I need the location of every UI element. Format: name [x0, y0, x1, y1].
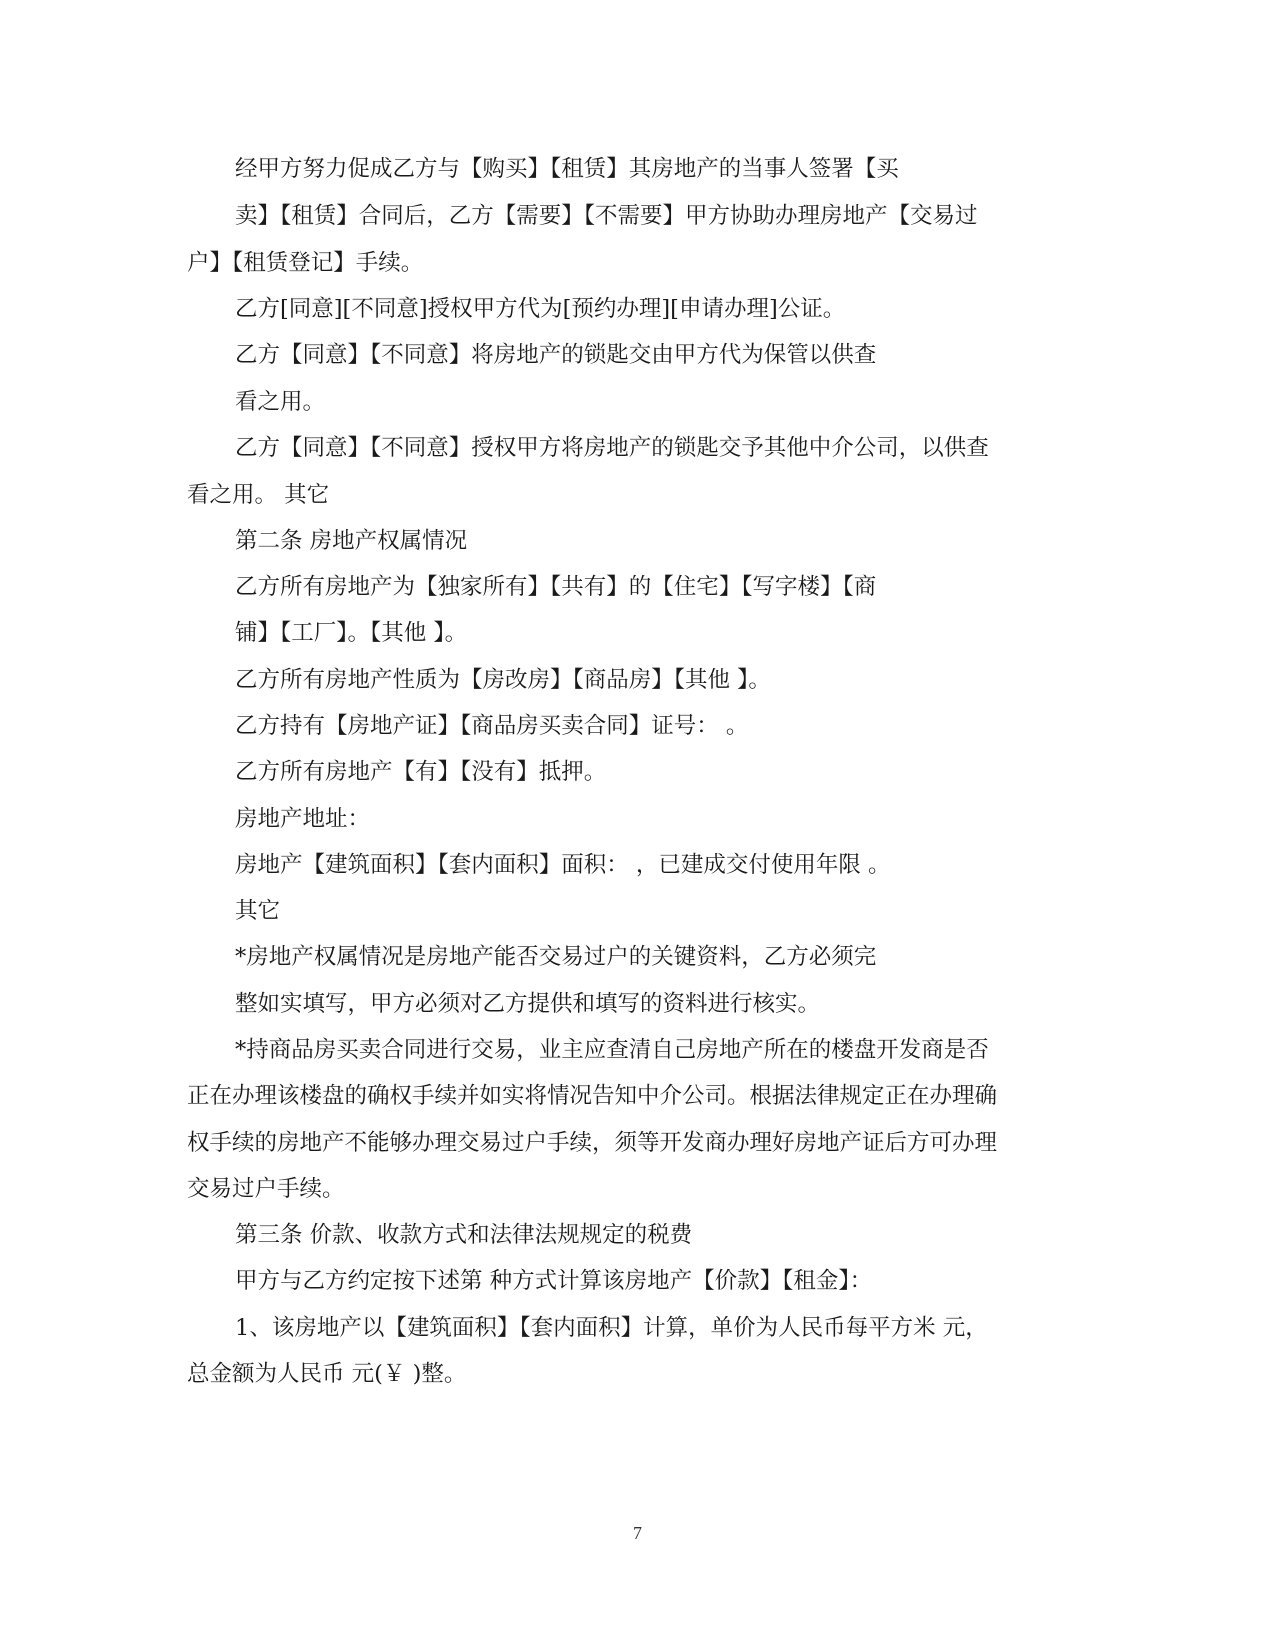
text-line: 卖】【租赁】合同后，乙方【需要】【不需要】甲方协助办理房地产【交易过 [235, 203, 978, 229]
text-line: 房地产地址： [235, 806, 371, 832]
text-line: 看之用。 [235, 389, 326, 415]
text-line: 乙方【同意】【不同意】将房地产的锁匙交由甲方代为保管以供查 [235, 342, 877, 368]
text-line: 其它 [235, 898, 281, 924]
section-heading: 第三条 价款、收款方式和法律法规规定的税费 [235, 1222, 693, 1248]
text-line: 看之用。 其它 [187, 482, 330, 508]
text-line: 房地产【建筑面积】【套内面积】面积： ，已建成交付使用年限 。 [235, 852, 891, 878]
page-number: 7 [633, 1523, 642, 1543]
text-line: 乙方所有房地产【有】【没有】抵押。 [235, 759, 607, 785]
text-line: 户】【租赁登记】手续。 [187, 250, 424, 276]
note-line: *房地产权属情况是房地产能否交易过户的关键资料，乙方必须完 [235, 944, 877, 970]
text-line: 乙方持有【房地产证】【商品房买卖合同】证号： 。 [235, 713, 749, 739]
note-line: 权手续的房地产不能够办理交易过户手续，须等开发商办理好房地产证后方可办理 [187, 1130, 998, 1156]
text-line: 总金额为人民币 元(￥ )整。 [187, 1361, 467, 1387]
text-line: 乙方所有房地产为【独家所有】【共有】的【住宅】【写字楼】【商 [235, 574, 877, 600]
text-line: 铺】【工厂】。【其他 】。 [235, 620, 468, 646]
note-line: *持商品房买卖合同进行交易，业主应查清自己房地产所在的楼盘开发商是否 [235, 1037, 989, 1063]
text-line: 乙方【同意】【不同意】授权甲方将房地产的锁匙交予其他中介公司，以供查 [235, 435, 989, 461]
text-line: 甲方与乙方约定按下述第 种方式计算该房地产【价款】【租金】： [235, 1268, 873, 1294]
note-line: 整如实填写，甲方必须对乙方提供和填写的资料进行核实。 [235, 991, 821, 1017]
note-line: 交易过户手续。 [187, 1176, 345, 1202]
text-line: 经甲方努力促成乙方与【购买】【租赁】其房地产的当事人签署【买 [235, 156, 899, 182]
note-line: 正在办理该楼盘的确权手续并如实将情况告知中介公司。根据法律规定正在办理确 [187, 1083, 998, 1109]
section-heading: 第二条 房地产权属情况 [235, 528, 468, 554]
text-line: 乙方所有房地产性质为【房改房】【商品房】【其他 】。 [235, 667, 771, 693]
text-line: 1、该房地产以【建筑面积】【套内面积】计算，单价为人民币每平方米 元， [235, 1315, 988, 1341]
text-line: 乙方[同意][不同意]授权甲方代为[预约办理][申请办理]公证。 [235, 296, 846, 322]
